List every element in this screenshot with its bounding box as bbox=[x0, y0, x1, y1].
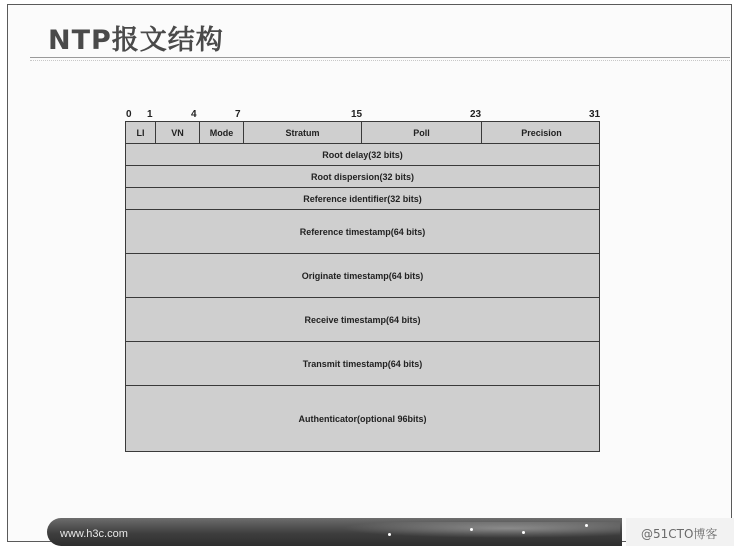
ntp-packet-diagram bbox=[125, 121, 600, 452]
bit-position-7: 7 bbox=[235, 109, 241, 120]
title-divider bbox=[30, 57, 730, 58]
field-reference-identifier: Reference identifier(32 bits) bbox=[126, 188, 599, 210]
slide-title: NTP报文结构 bbox=[48, 25, 224, 56]
field-stratum: Stratum bbox=[244, 122, 362, 143]
bit-position-1: 1 bbox=[147, 109, 153, 120]
bit-position-4: 4 bbox=[191, 109, 197, 120]
footer-sparkle bbox=[470, 528, 473, 531]
field-transmit-timestamp: Transmit timestamp(64 bits) bbox=[126, 342, 599, 386]
field-reference-timestamp: Reference timestamp(64 bits) bbox=[126, 210, 599, 254]
title-divider-dotted bbox=[30, 60, 730, 61]
footer-highlight bbox=[340, 522, 620, 538]
field-root-delay: Root delay(32 bits) bbox=[126, 144, 599, 166]
footer-url: www.h3c.com bbox=[60, 528, 128, 540]
field-receive-timestamp: Receive timestamp(64 bits) bbox=[126, 298, 599, 342]
footer-sparkle bbox=[388, 533, 391, 536]
field-vn: VN bbox=[156, 122, 200, 143]
footer-sparkle bbox=[522, 531, 525, 534]
field-mode: Mode bbox=[200, 122, 244, 143]
field-originate-timestamp: Originate timestamp(64 bits) bbox=[126, 254, 599, 298]
bit-position-0: 0 bbox=[126, 109, 132, 120]
packet-header-row bbox=[126, 122, 599, 144]
bit-position-15: 15 bbox=[351, 109, 363, 120]
field-authenticator: Authenticator(optional 96bits) bbox=[298, 413, 427, 424]
field-precision: Precision bbox=[521, 127, 562, 138]
field-poll: Poll bbox=[362, 122, 482, 143]
field-li: LI bbox=[126, 122, 156, 143]
bit-position-31: 31 bbox=[589, 109, 601, 120]
bit-position-23: 23 bbox=[470, 109, 482, 120]
footer-sparkle bbox=[585, 524, 588, 527]
field-root-dispersion: Root dispersion(32 bits) bbox=[126, 166, 599, 188]
watermark: @51CTO博客 bbox=[641, 527, 718, 541]
